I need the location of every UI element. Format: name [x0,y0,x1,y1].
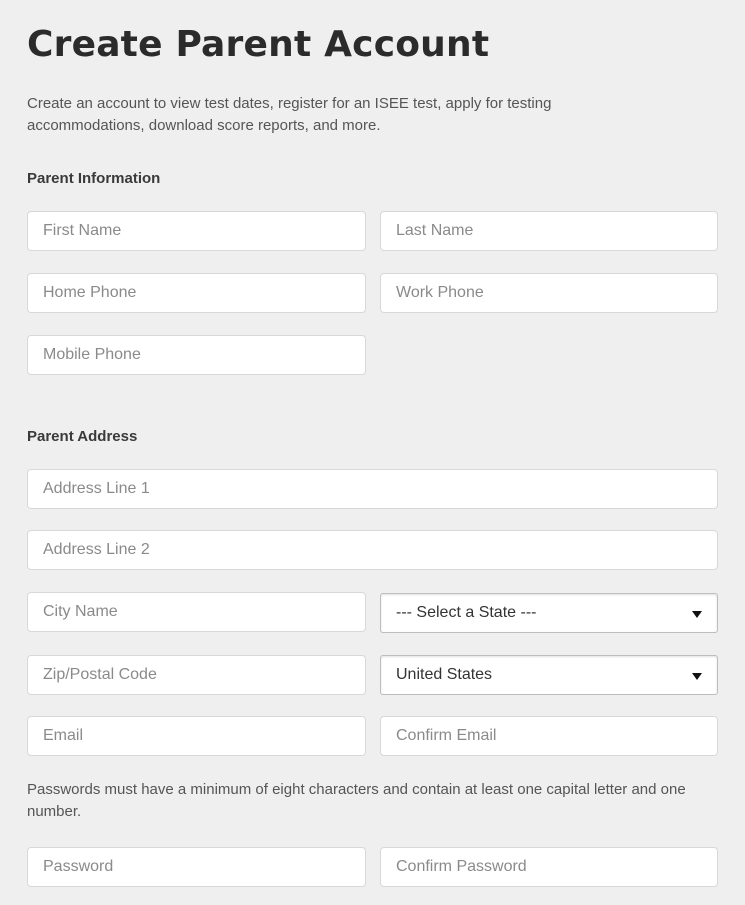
zip-code-input[interactable] [27,655,366,695]
confirm-password-input[interactable] [380,847,718,887]
caret-down-icon [692,611,702,618]
password-input[interactable] [27,847,366,887]
country-select-value: United States [396,666,493,683]
mobile-phone-input[interactable] [27,335,366,375]
home-phone-input[interactable] [27,273,366,313]
email-input[interactable] [27,716,366,756]
country-select[interactable] [380,655,718,695]
page-title: Create Parent Account [27,24,490,65]
state-select[interactable] [380,593,718,633]
parent-information-label: Parent Information [27,170,161,187]
first-name-input[interactable] [27,211,366,251]
state-select-value: --- Select a State --- [396,604,537,621]
address-line-2-input[interactable] [27,530,718,570]
city-input[interactable] [27,592,366,632]
work-phone-input[interactable] [380,273,718,313]
password-requirements-text: Passwords must have a minimum of eight characters and contain at least one capital letter and one number. [27,781,686,820]
address-line-1-input[interactable] [27,469,718,509]
confirm-email-input[interactable] [380,716,718,756]
intro-text: Create an account to view test dates, register for an ISEE test, apply for testing accommodations, download score reports, and more. [27,95,552,134]
caret-down-icon [692,673,702,680]
parent-address-label: Parent Address [27,428,138,445]
last-name-input[interactable] [380,211,718,251]
